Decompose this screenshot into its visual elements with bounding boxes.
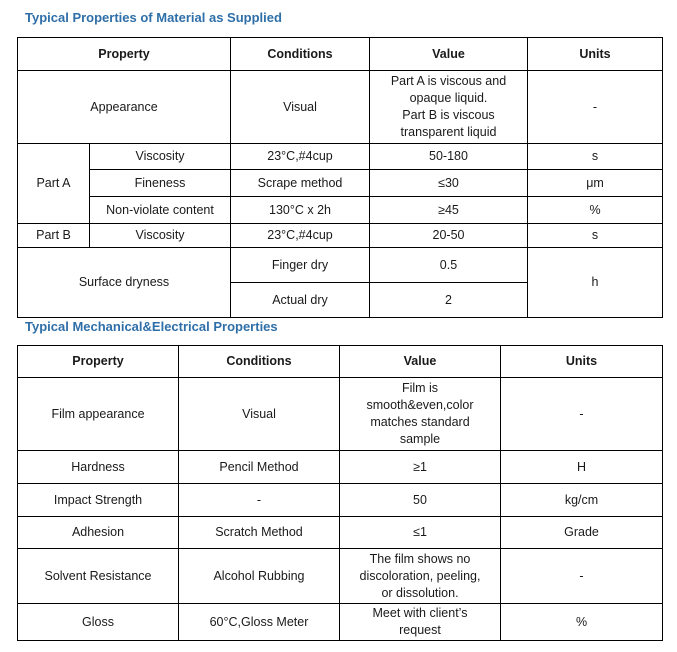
units-cell: μm: [528, 170, 663, 197]
header-units: Units: [528, 38, 663, 71]
value-cell: 50: [340, 484, 501, 517]
value-cell: [340, 604, 501, 641]
property-cell: Viscosity: [90, 144, 231, 170]
header-conditions: Conditions: [179, 346, 340, 378]
conditions-cell: Pencil Method: [179, 451, 340, 484]
property-cell: Non-violate content: [90, 197, 231, 224]
units-cell: %: [501, 604, 663, 641]
conditions-cell: 60°C,Gloss Meter: [179, 604, 340, 641]
property-cell: Solvent Resistance: [18, 549, 179, 604]
mechanical-properties-table: [17, 345, 663, 641]
value-line: Part B is viscous: [402, 108, 495, 122]
table-header-row: [18, 38, 663, 71]
table-header-row: [18, 346, 663, 378]
section-title-supplied: Typical Properties of Material as Supplied: [25, 10, 282, 25]
units-cell: kg/cm: [501, 484, 663, 517]
conditions-cell: Scratch Method: [179, 517, 340, 549]
value-line: Meet with client’s: [372, 606, 468, 620]
property-cell: Viscosity: [90, 224, 231, 248]
section-title-mechanical: Typical Mechanical&Electrical Properties: [25, 319, 278, 334]
table-row: [18, 517, 663, 549]
units-cell: -: [501, 549, 663, 604]
value-line: Part A is viscous and: [390, 74, 507, 88]
property-cell: Fineness: [90, 170, 231, 197]
table-row: [18, 224, 663, 248]
property-cell: Gloss: [18, 604, 179, 641]
header-value: Value: [340, 346, 501, 378]
header-value: Value: [370, 38, 528, 71]
conditions-cell: Alcohol Rubbing: [179, 549, 340, 604]
table-row: [18, 604, 663, 641]
table-row: [18, 451, 663, 484]
value-cell: 20-50: [370, 224, 528, 248]
value-cell: 0.5: [370, 248, 528, 283]
value-cell: 50-180: [370, 144, 528, 170]
conditions-cell: 130°C x 2h: [231, 197, 370, 224]
conditions-cell: 23°C,#4cup: [231, 144, 370, 170]
conditions-cell: Actual dry: [231, 283, 370, 318]
value-line: or dissolution.: [381, 585, 459, 600]
property-cell: Appearance: [18, 71, 231, 144]
conditions-cell: -: [179, 484, 340, 517]
units-cell: s: [528, 144, 663, 170]
units-cell: %: [528, 197, 663, 224]
property-cell: Adhesion: [18, 517, 179, 549]
value-line: smooth&even,color: [366, 398, 474, 412]
units-cell: Grade: [501, 517, 663, 549]
property-cell: Film appearance: [18, 378, 179, 451]
group-cell-part-a: Part A: [18, 144, 90, 224]
table-row: [18, 378, 663, 451]
units-cell: h: [528, 248, 663, 318]
property-cell: Hardness: [18, 451, 179, 484]
header-conditions: Conditions: [231, 38, 370, 71]
value-line: request: [399, 623, 441, 637]
value-cell: ≥1: [340, 451, 501, 484]
value-line: transparent liquid: [400, 125, 497, 139]
table-row: [18, 248, 663, 283]
value-cell: ≤30: [370, 170, 528, 197]
property-cell: Impact Strength: [18, 484, 179, 517]
value-line: Film is: [401, 381, 439, 395]
units-cell: -: [501, 378, 663, 451]
value-cell: ≤1: [340, 517, 501, 549]
supplied-properties-table: [17, 37, 663, 318]
header-property: Property: [18, 38, 231, 71]
header-units: Units: [501, 346, 663, 378]
property-cell: Surface dryness: [18, 248, 231, 318]
value-line: matches standard: [370, 415, 470, 429]
value-line: opaque liquid.: [409, 91, 488, 105]
conditions-cell: 23°C,#4cup: [231, 224, 370, 248]
conditions-cell: Visual: [179, 378, 340, 451]
units-cell: s: [528, 224, 663, 248]
group-cell-part-b: Part B: [18, 224, 90, 248]
value-cell: [340, 549, 501, 604]
table-row: [18, 71, 663, 144]
table-row: [18, 484, 663, 517]
conditions-cell: Scrape method: [231, 170, 370, 197]
value-line: The film shows no: [369, 551, 471, 566]
value-cell: [370, 71, 528, 144]
value-cell: ≥45: [370, 197, 528, 224]
table-row: [18, 549, 663, 604]
units-cell: H: [501, 451, 663, 484]
table-row: [18, 144, 663, 170]
value-cell: [340, 378, 501, 451]
units-cell: -: [528, 71, 663, 144]
conditions-cell: Finger dry: [231, 248, 370, 283]
header-property: Property: [18, 346, 179, 378]
conditions-cell: Visual: [231, 71, 370, 144]
table-row: [18, 170, 663, 197]
table-row: [18, 197, 663, 224]
value-cell: 2: [370, 283, 528, 318]
value-line: sample: [399, 432, 441, 446]
value-line: discoloration, peeling,: [359, 568, 481, 583]
